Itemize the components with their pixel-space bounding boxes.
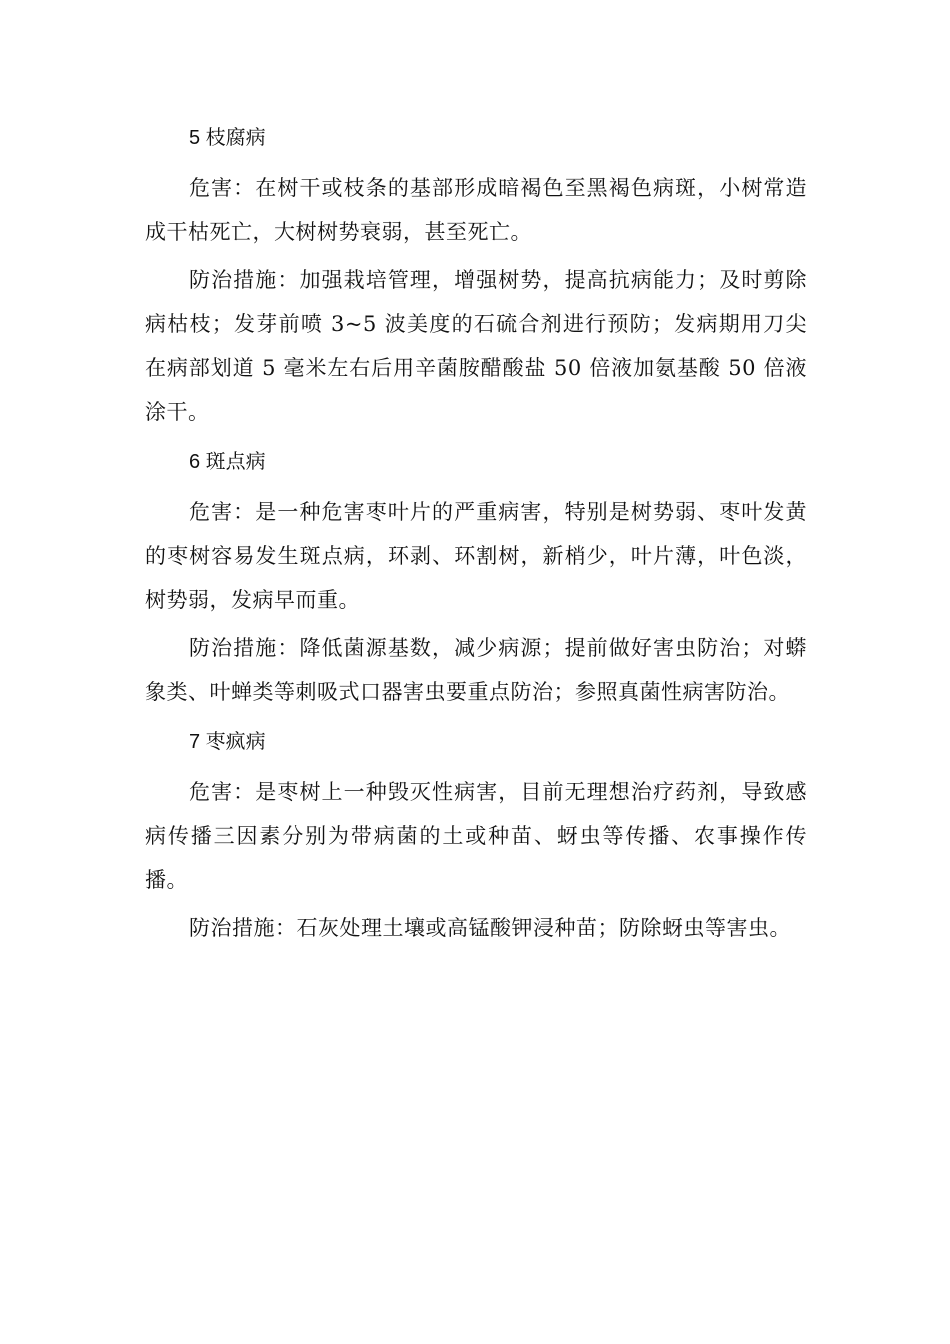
measures-paragraph: 防治措施：加强栽培管理，增强树势，提高抗病能力；及时剪除病枯枝；发芽前喷 3~5 波美度的石硫合剂进行预防；发病期用刀尖在病部划道 5 毫米左右后用辛菌胺醋酸盐 50 倍液加氨基酸 50 倍液涂干。 <box>145 268 807 424</box>
harm-paragraph: 危害：是枣树上一种毁灭性病害，目前无理想治疗药剂，导致感病传播三因素分别为带病菌的土或种苗、蚜虫等传播、农事操作传播。 <box>145 780 807 892</box>
measures-paragraph: 防治措施：降低菌源基数，减少病源；提前做好害虫防治；对蟒象类、叶蝉类等刺吸式口器害虫要重点防治；参照真菌性病害防治。 <box>145 636 807 704</box>
section-heading: 6 斑点病 <box>189 451 266 473</box>
document-body <box>145 118 807 950</box>
section-heading: 5 枝腐病 <box>189 127 266 149</box>
measures-paragraph: 防治措施：石灰处理土壤或高锰酸钾浸种苗；防除蚜虫等害虫。 <box>189 916 791 940</box>
section-heading: 7 枣疯病 <box>189 731 266 753</box>
harm-paragraph: 危害：在树干或枝条的基部形成暗褐色至黑褐色病斑，小树常造成干枯死亡，大树树势衰弱，甚至死亡。 <box>145 176 807 244</box>
harm-paragraph: 危害：是一种危害枣叶片的严重病害，特别是树势弱、枣叶发黄的枣树容易发生斑点病，环剥、环割树，新梢少，叶片薄，叶色淡，树势弱，发病早而重。 <box>145 500 807 612</box>
